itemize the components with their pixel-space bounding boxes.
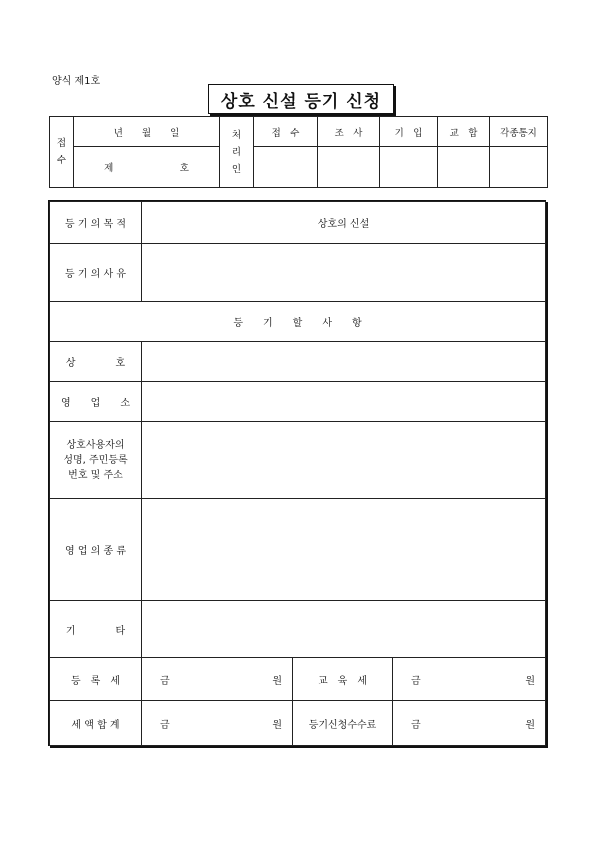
purpose-label-cell [50,202,142,244]
total-tax-amount-cell[interactable] [142,701,293,746]
application-fee-label-cell [293,701,393,746]
col-notice-stamp[interactable] [490,147,548,188]
col-investigation-text: 조 사 [334,127,363,139]
trade-name-input[interactable] [142,342,546,382]
items-header-cell [50,302,546,342]
application-fee-amount-cell[interactable] [393,701,546,746]
business-office-label: 영 업 소 [61,398,130,409]
col-receipt-stamp[interactable] [254,147,318,188]
items-header: 등 기 할 사 항 [233,318,362,329]
receipt-date-label: 년 월 일 [113,127,180,139]
registration-tax-suffix: 원 [272,675,282,687]
purpose-value: 상호의 신설 [317,219,370,230]
col-entry-stamp[interactable] [380,147,438,188]
trade-name-label-cell [50,342,142,382]
application-fee-label: 등기신청수수료 [308,719,377,731]
application-fee-prefix: 금 [411,719,421,731]
user-info-input[interactable] [142,422,546,499]
total-tax-label: 세 액 합 계 [71,719,120,731]
registration-tax-label: 등 록 세 [71,675,120,687]
col-check-header [438,117,490,147]
main-form-table [49,201,546,746]
total-tax-label-cell [50,701,142,746]
col-check-text: 교 합 [449,127,478,139]
col-notice-text: 각종통지 [500,127,537,139]
trade-name-label: 상 호 [65,358,126,369]
col-receipt-text: 접 수 [271,127,300,139]
reason-input[interactable] [142,244,546,302]
business-type-label-cell [50,499,142,601]
document-title: 상호 신설 등기 신청 [208,84,394,114]
col-entry-text: 기 입 [394,127,423,139]
total-tax-suffix: 원 [272,719,282,731]
user-info-label-cell [50,422,142,499]
col-investigation-stamp[interactable] [318,147,380,188]
receipt-label-text: 접 수 [56,138,67,166]
main-form-frame [48,200,546,746]
purpose-label: 등 기 의 목 적 [64,219,126,230]
application-fee-suffix: 원 [525,719,536,731]
education-tax-prefix: 금 [411,675,421,687]
processor-label-text: 처 리 인 [231,129,242,175]
form-number: 양식 제1호 [52,76,101,87]
registration-tax-amount-cell[interactable] [142,658,293,701]
reason-label: 등 기 의 사 유 [64,269,126,280]
business-office-input[interactable] [142,382,546,422]
other-input[interactable] [142,601,546,658]
total-tax-prefix: 금 [160,719,170,731]
purpose-value-cell[interactable] [142,202,546,244]
business-type-input[interactable] [142,499,546,601]
processor-label [220,117,254,188]
business-type-label: 영 업 의 종 류 [64,546,126,557]
col-notice-header [490,117,548,147]
business-office-label-cell [50,382,142,422]
user-info-label: 상호사용자의 성명, 주민등록 번호 및 주소 [63,439,128,481]
receipt-label [50,117,74,188]
other-label-cell [50,601,142,658]
education-tax-label-cell [293,658,393,701]
col-check-stamp[interactable] [438,147,490,188]
registration-tax-prefix: 금 [160,675,170,687]
reason-label-cell [50,244,142,302]
receipt-number-cell[interactable] [74,147,220,188]
registration-tax-label-cell [50,658,142,701]
receipt-number-label: 제 호 [104,163,189,174]
receipt-table [49,116,548,188]
col-investigation-header [318,117,380,147]
other-label: 기 타 [65,625,126,637]
education-tax-amount-cell[interactable] [393,658,546,701]
education-tax-suffix: 원 [525,675,536,687]
col-receipt-header [254,117,318,147]
col-entry-header [380,117,438,147]
education-tax-label: 교 육 세 [318,675,367,687]
receipt-date-cell[interactable] [74,117,220,147]
